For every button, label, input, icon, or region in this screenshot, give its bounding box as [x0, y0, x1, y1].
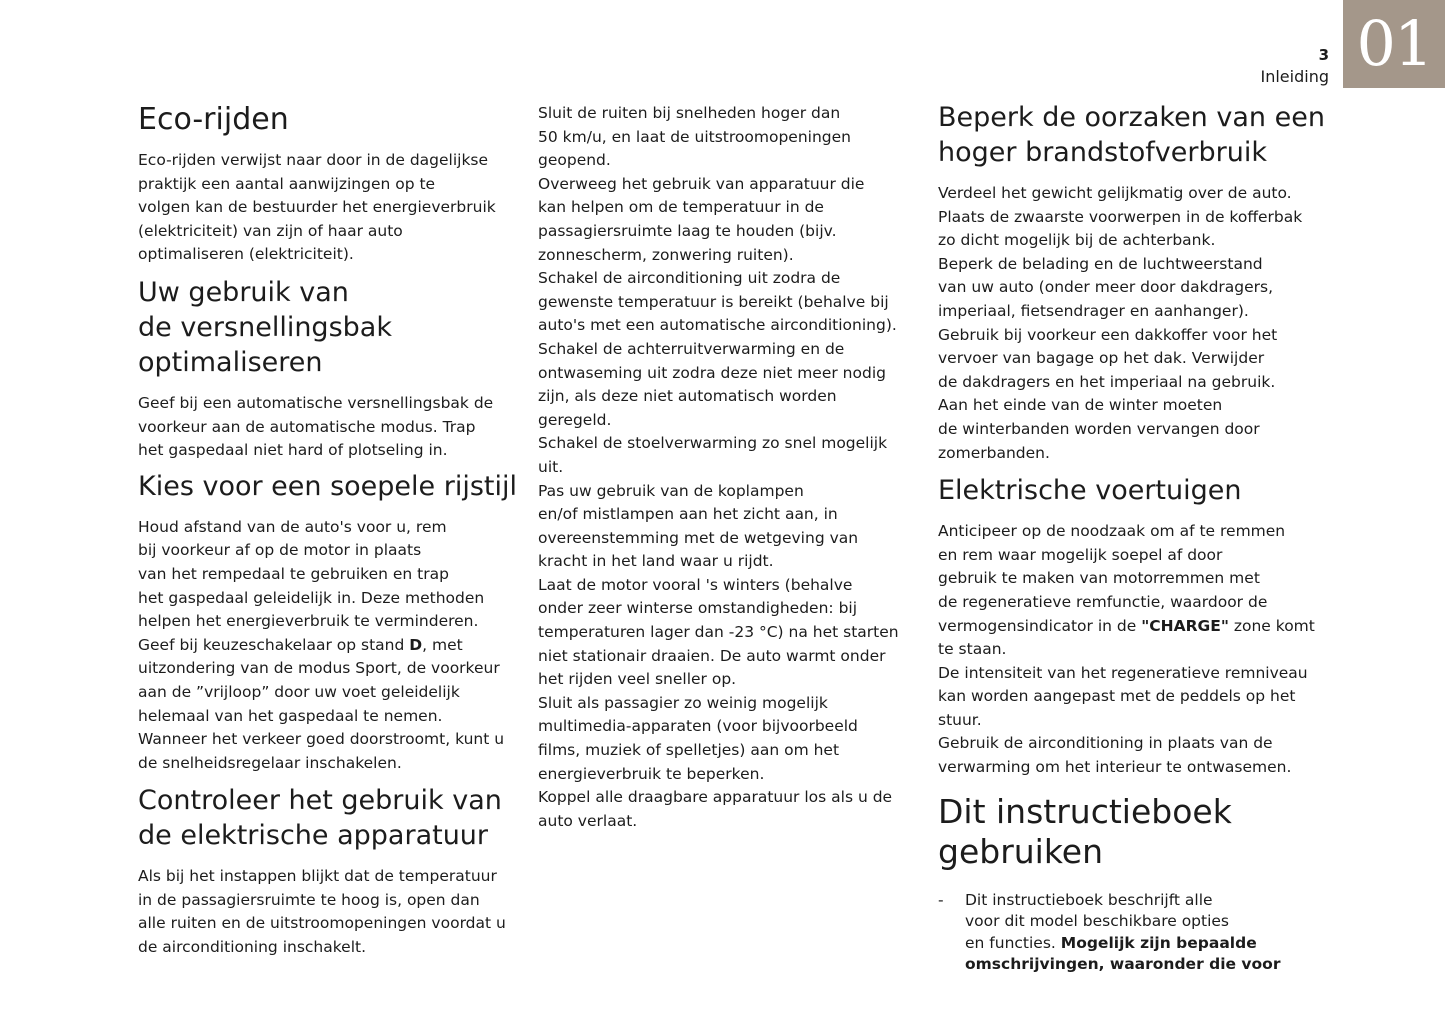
column-left — [138, 100, 518, 960]
heading-rijstijl: Kies voor een soepele rijstijl — [138, 470, 517, 502]
paragraph-elektrische-voertuigen: Anticipeer op de noodzaak om af te remmen en rem waar mogelijk soepel af door gebruik te maken van motorremmen met de regeneratieve remfunctie, waardoor de vermogensindicator in de "CHARGE" zone komt te staan. De intensiteit van het regeneratieve remniveau kan worden aangepast met de peddels op het stuur. Gebruik de airconditioning in plaats van de verwarming om het interieur te ontwasemen. — [938, 522, 1315, 777]
column-right — [938, 100, 1333, 976]
section-instructieboek — [938, 792, 1333, 976]
list-item — [938, 890, 1333, 976]
paragraph-elektrische-apparatuur: Als bij het instappen blijkt dat de temperatuur in de passagiersruimte te hoog is, open dan alle ruiten en de uitstroomopeningen voordat u de airconditioning inschakelt. — [138, 867, 506, 957]
bullet-text: Dit instructieboek beschrijft alle voor dit model beschikbare opties en functies. Mogelijk zijn bepaalde omschrijvingen, waaronder die voor — [965, 890, 1281, 974]
heading-eco-rijden: Eco-rijden — [138, 102, 289, 137]
heading-brandstofverbruik: Beperk de oorzaken van een hoger brandstofverbruik — [938, 102, 1325, 168]
heading-instructieboek: Dit instructieboek gebruiken — [938, 791, 1232, 871]
chapter-tab: 01 — [1343, 0, 1445, 88]
page-header — [1261, 44, 1330, 88]
page-number: 3 — [1318, 46, 1329, 64]
paragraph-versnellingsbak: Geef bij een automatische versnellingsbak de voorkeur aan de automatische modus. Trap het gaspedaal niet hard of plotseling in. — [138, 393, 494, 460]
bullet-dash: - — [938, 890, 944, 909]
heading-versnellingsbak: Uw gebruik van de versnellingsbak optimaliseren — [138, 276, 392, 378]
paragraph-brandstofverbruik: Verdeel het gewicht gelijkmatig over de auto. Plaats de zwaarste voorwerpen in de kofferbak zo dicht mogelijk bij de achterbank. Beperk de belading en de luchtweerstand van uw auto (onder meer door dakdragers, imperiaal, fietsendrager en aanhanger). Gebruik bij voorkeur een dakkoffer voor het vervoer van bagage op het dak. Verwijder de dakdragers en het imperiaal na gebruik. Aan het einde van de winter moeten de winterbanden worden vervangen door zomerbanden. — [938, 184, 1303, 462]
section-eco-rijden — [138, 102, 518, 267]
charge-zone-label: "CHARGE" — [1141, 616, 1229, 635]
gear-position-d: D — [409, 635, 423, 654]
heading-elektrische-voertuigen: Elektrische voertuigen — [938, 475, 1242, 507]
paragraph-continued: Sluit de ruiten bij snelheden hoger dan 50 km/u, en laat de uitstroomopeningen geopend. Overweeg het gebruik van apparatuur die kan helpen om de temperatuur in de passagiersruimte laag te houden (bijv. zonnescherm, zonwering ruiten). Schakel de airconditioning uit zodra de gewenste temperatuur is bereikt (behalve bij auto's met een automatische airconditioning). Schakel de achterruitverwarming en de ontwaseming uit zodra deze niet meer nodig zijn, als deze niet automatisch worden geregeld. Schakel de stoelverwarming zo snel mogelijk uit. Pas uw gebruik van de koplampen en/of mistlampen aan het zicht aan, in overeenstemming met de wetgeving van kracht in het land waar u rijdt. Laat de motor vooral 's winters (behalve onder zeer winterse omstandigheden: bij temperaturen lager dan -23 °C) na het starten niet stationair draaien. De auto warmt onder het rijden veel sneller op. Sluit als passagier zo weinig mogelijk multimedia-apparaten (voor bijvoorbeeld films, muziek of spelletjes) aan om het energieverbruik te beperken. Koppel alle draagbare apparatuur los als u de auto verlaat. — [538, 104, 899, 830]
section-rijstijl — [138, 469, 518, 776]
section-elektrische-apparatuur — [138, 783, 518, 959]
section-versnellingsbak — [138, 275, 518, 463]
section-label: Inleiding — [1260, 67, 1329, 86]
heading-elektrische-apparatuur: Controleer het gebruik van de elektrische apparatuur — [138, 785, 502, 852]
column-middle — [538, 102, 918, 833]
section-elektrische-voertuigen — [938, 473, 1333, 780]
section-brandstofverbruik — [938, 100, 1333, 465]
paragraph-eco-rijden: Eco-rijden verwijst naar door in de dagelijkse praktijk een aantal aanwijzingen op te volgen kan de bestuurder het energieverbruik (elektriciteit) van zijn of haar auto optimaliseren (elektriciteit). — [138, 151, 496, 264]
paragraph-rijstijl: Houd afstand van de auto's voor u, rem bij voorkeur af op de motor in plaats van het rempedaal te gebruiken en trap het gaspedaal geleidelijk in. Deze methoden helpen het energieverbruik te verminderen. Geef bij keuzeschakelaar op stand D, met uitzondering van de modus Sport, de voorkeur aan de ”vrijloop” door uw voet geleidelijk helemaal van het gaspedaal te nemen. Wanneer het verkeer goed doorstroomt, kunt u de snelheidsregelaar inschakelen. — [138, 517, 505, 772]
